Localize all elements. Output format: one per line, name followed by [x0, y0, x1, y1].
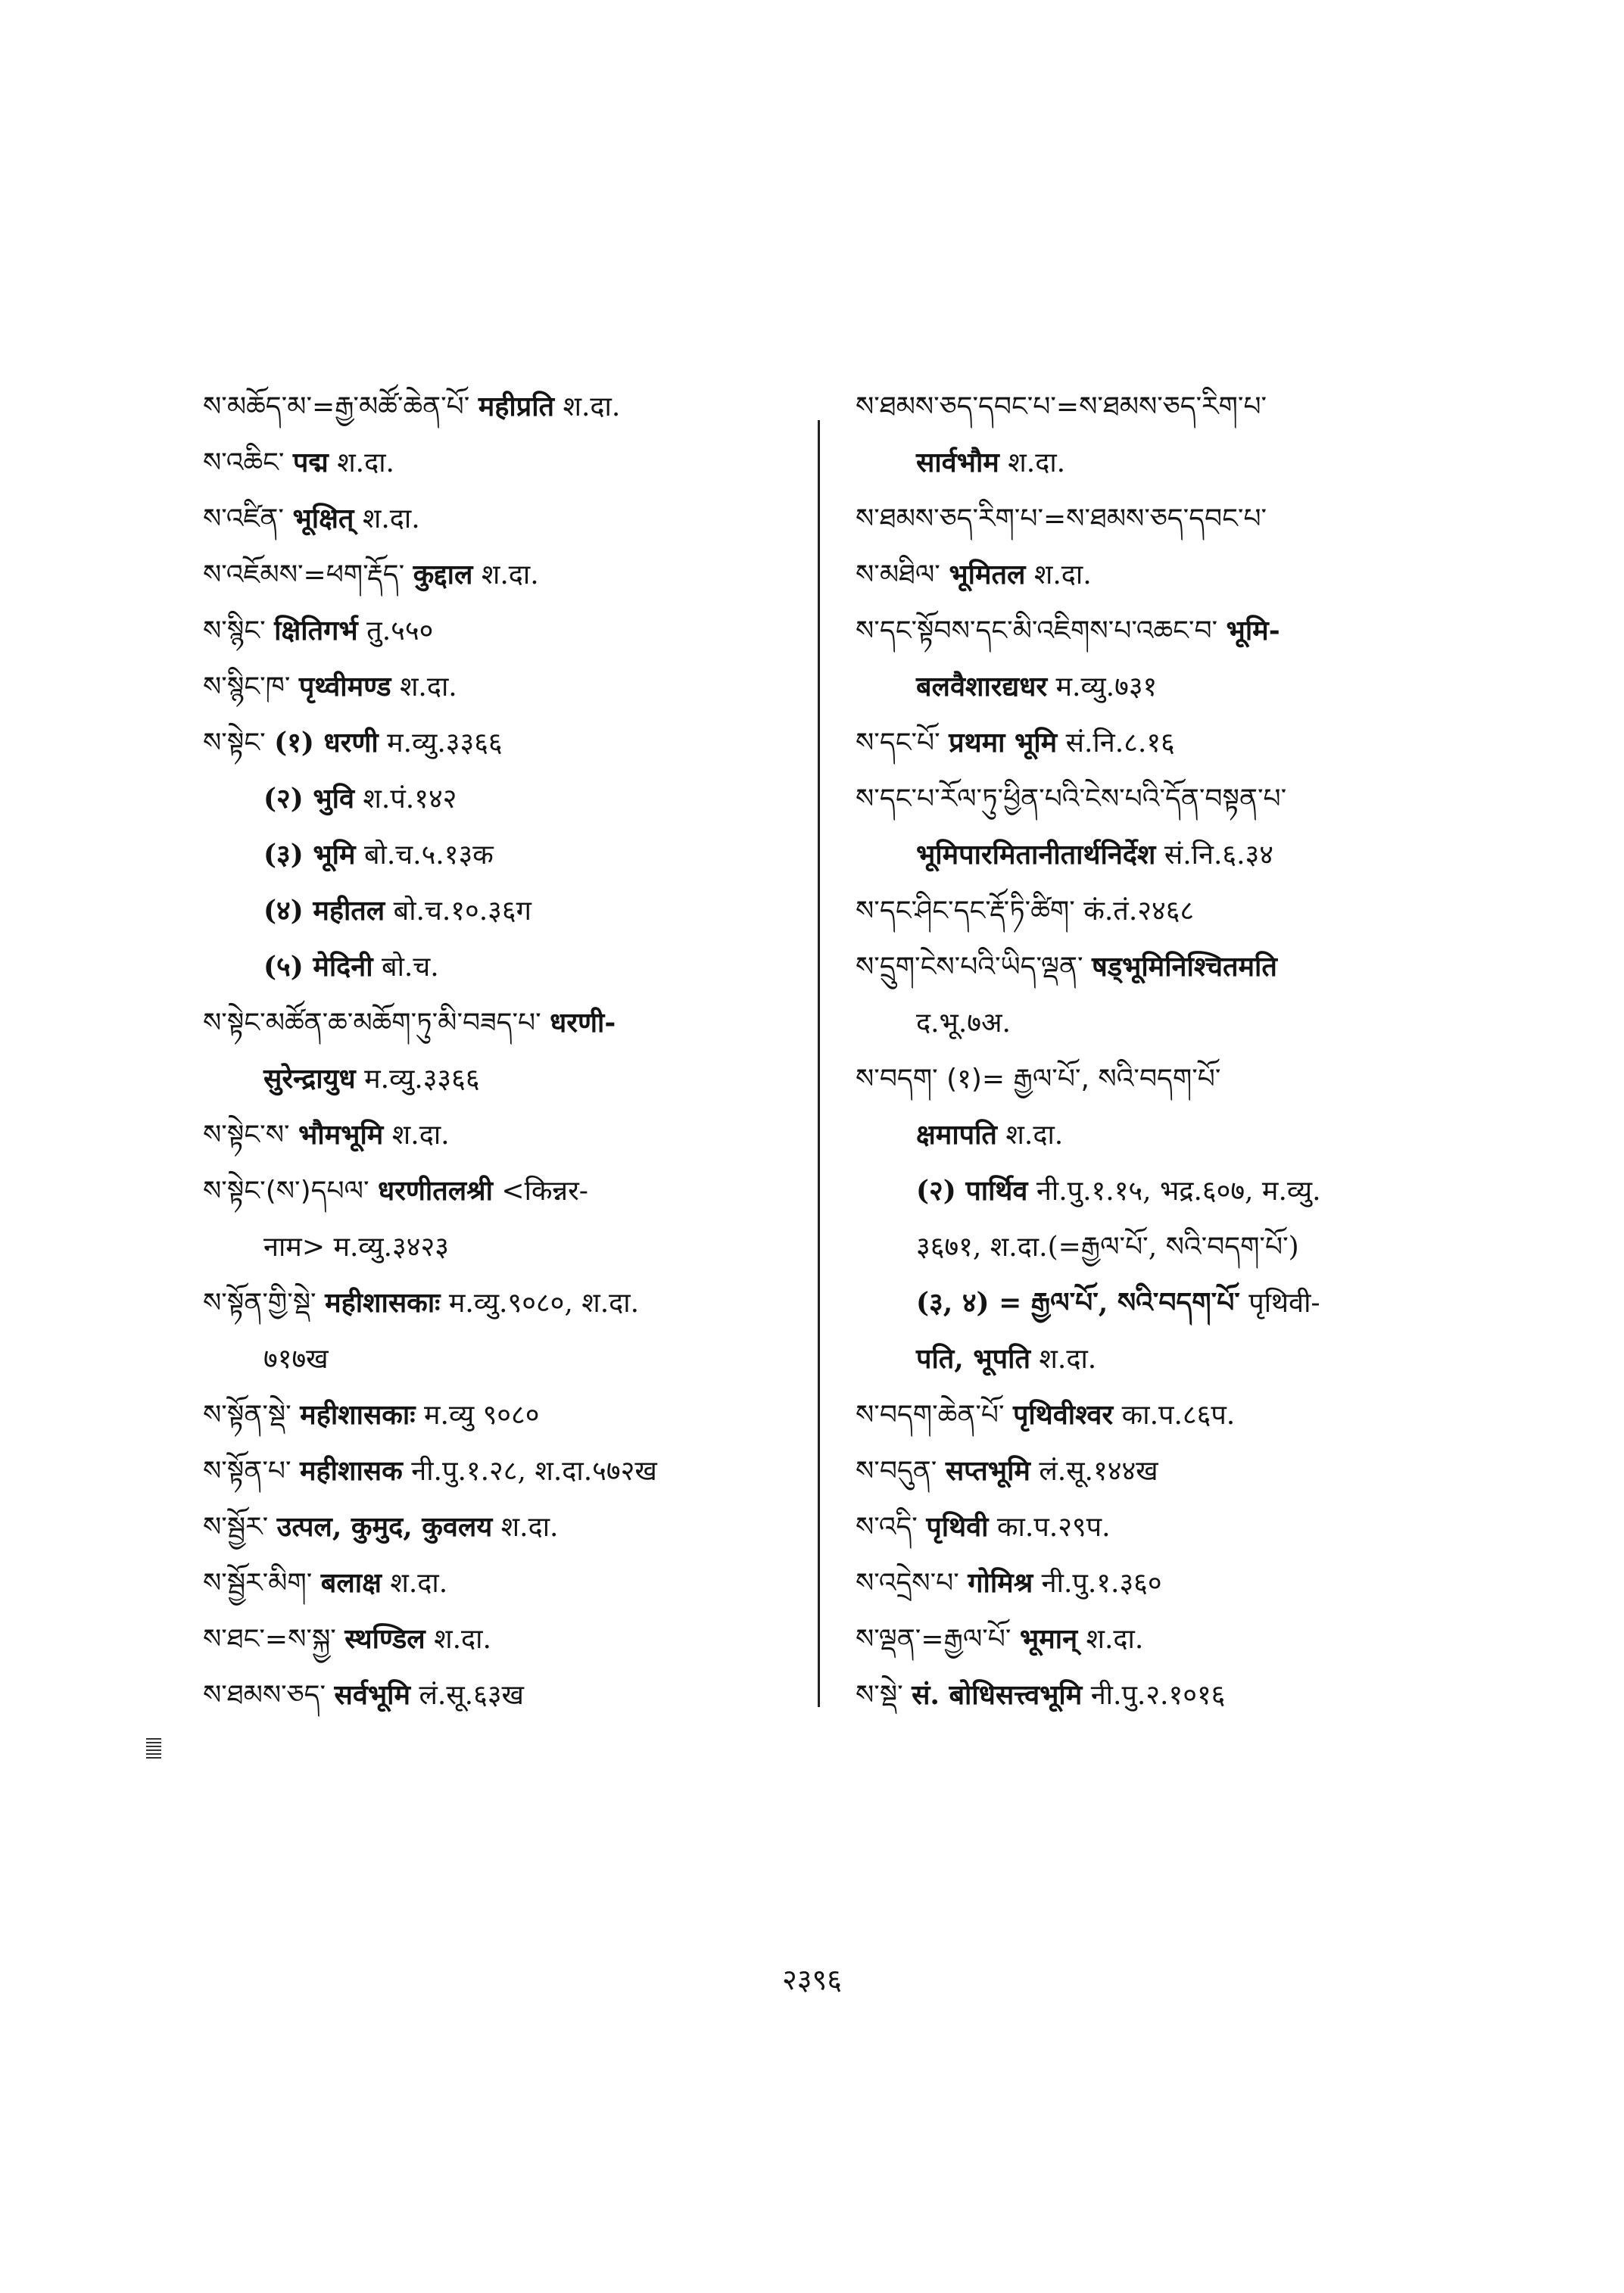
source-reference: श.दा. — [1086, 1624, 1144, 1655]
dictionary-entry-line — [856, 1107, 1461, 1163]
tibetan-headword: ས་སྡེ་ — [856, 1680, 903, 1711]
dictionary-entry-line — [856, 1387, 1461, 1443]
sanskrit-equivalent: (३) भूमि — [263, 839, 356, 871]
source-reference: श.दा. — [563, 391, 621, 422]
sanskrit-equivalent: भूमिपारमितानीतार्थनिर्देश — [916, 839, 1156, 871]
tibetan-headword: ས་སྙིང་ཁ་ — [203, 671, 291, 703]
sanskrit-equivalent: पृथ्वीमण्ड — [298, 671, 391, 703]
dictionary-entry-line — [856, 827, 1461, 883]
dictionary-entry-line — [203, 1219, 809, 1275]
source-reference: श.दा. — [399, 671, 457, 703]
sanskrit-equivalent: सुरेन्द्रायुध — [263, 1063, 356, 1095]
dictionary-entry-line — [203, 1051, 809, 1107]
sanskrit-equivalent: भूमितल — [949, 559, 1026, 590]
tibetan-headword: ས་སྟེང་(ས་)དཔལ་ — [203, 1176, 369, 1207]
tibetan-headword: ས་སྟོན་པ་ — [203, 1456, 291, 1487]
source-reference: लं.सू.१४४ख — [1039, 1456, 1158, 1487]
sanskrit-equivalent: बलवैशारद्यधर — [916, 671, 1048, 703]
source-reference: बो.च.१०.३६ग — [393, 896, 531, 927]
source-reference: ३६७१, श.दा.(=རྒྱལ་པོ་, སའི་བདག་པོ་) — [916, 1232, 1299, 1263]
dictionary-entry-line — [203, 603, 809, 659]
sanskrit-equivalent: (४) महीतल — [263, 895, 385, 927]
tibetan-headword: ས་སྟོན་སྡེ་ — [203, 1400, 291, 1431]
sanskrit-equivalent: भूमान् — [1019, 1623, 1078, 1655]
dictionary-entry-line — [856, 771, 1461, 827]
tibetan-headword: ས་སྟོན་གྱི་སྡེ་ — [203, 1288, 316, 1319]
tibetan-headword: ས་དང་པ་རོལ་ཏུ་ཕྱིན་པའི་ངེས་པའི་དོན་བསྟན་པ་ — [856, 784, 1287, 815]
tibetan-headword: ས་དང་སྟོབས་དང་མི་འཇིགས་པ་འཆང་བ་ — [856, 615, 1218, 646]
source-reference: श.दा. — [500, 1512, 559, 1543]
tibetan-headword: ས་སྦྱོར་ — [203, 1512, 269, 1543]
sanskrit-equivalent: महीशासकाः — [300, 1399, 416, 1431]
right-column — [856, 379, 1461, 1723]
sanskrit-equivalent: धरणीतलश्री — [378, 1175, 493, 1207]
tibetan-headword: ས་ཐང་=ས་སྐྱ་ — [203, 1624, 336, 1655]
sanskrit-equivalent: स्थण्डिल — [344, 1623, 425, 1655]
sanskrit-equivalent: क्षितिगर्भ — [274, 615, 358, 646]
source-reference: पृथिवी- — [1248, 1288, 1320, 1319]
dictionary-entry-line — [203, 547, 809, 603]
dictionary-entry-line — [203, 379, 809, 435]
sanskrit-equivalent: सं. बोधिसत्त्वभूमि — [912, 1679, 1083, 1711]
tibetan-headword: ས་ཐམས་ཅད་རིག་པ་=ས་ཐམས་ཅད་དབང་པ་ — [856, 503, 1267, 534]
dictionary-entry-line — [856, 715, 1461, 771]
source-reference: तु.५५० — [366, 615, 434, 646]
dictionary-entry-line — [856, 1667, 1461, 1723]
sanskrit-equivalent: क्षमापति — [916, 1119, 997, 1151]
source-reference: सं.नि.६.३४ — [1164, 840, 1273, 871]
sanskrit-equivalent: उत्पल, कुमुद, कुवलय — [276, 1511, 493, 1543]
sanskrit-equivalent: धरणी- — [550, 1007, 616, 1039]
sanskrit-equivalent: महीप्रति — [478, 391, 555, 422]
dictionary-entry-line — [856, 1499, 1461, 1555]
margin-mark — [146, 1738, 161, 1761]
dictionary-entry-line — [856, 435, 1461, 491]
dictionary-entry-line — [856, 1331, 1461, 1387]
dictionary-entry-line — [856, 603, 1461, 659]
source-reference: म.व्यु ९०८० — [423, 1400, 540, 1431]
source-reference: श.दा. — [390, 1568, 448, 1599]
sanskrit-equivalent: भौमभूमि — [298, 1119, 384, 1151]
source-reference: श.दा. — [391, 1120, 450, 1151]
sanskrit-equivalent: भूमि- — [1226, 615, 1280, 646]
source-reference: म.व्यु.३३६६ — [387, 727, 503, 759]
tibetan-headword: ས་བདག་ (१)= རྒྱལ་པོ་, — [856, 1064, 1089, 1095]
sanskrit-equivalent: महीशासक — [300, 1455, 403, 1487]
sanskrit-equivalent: महीशासकाः — [325, 1287, 441, 1319]
dictionary-entry-line — [203, 995, 809, 1051]
source-reference: बो.च.५.१३क — [363, 840, 494, 871]
dictionary-entry-line — [203, 1555, 809, 1611]
dictionary-entry-line — [203, 771, 809, 827]
dictionary-entry-line — [856, 1611, 1461, 1667]
source-reference: श.दा. — [481, 559, 539, 590]
left-column — [203, 379, 809, 1723]
tibetan-headword: ས་བདག་ཆེན་པོ་ — [856, 1400, 1005, 1431]
tibetan-headword: ས་མཆོད་མ་=རྒྱ་མཚོ་ཆེན་པོ་ — [203, 391, 470, 422]
tibetan-headword: ས་ཐམས་ཅད་དབང་པ་=ས་ཐམས་ཅད་རིག་པ་ — [856, 391, 1267, 422]
sanskrit-equivalent: सार्वभौम — [916, 447, 999, 478]
dictionary-entry-line — [856, 1555, 1461, 1611]
source-reference: ७१७ख — [263, 1344, 329, 1375]
tibetan-headword: ས་འཇོམས་=ཕག་རྡོད་ — [203, 559, 405, 590]
source-reference: श.दा. — [1008, 447, 1066, 478]
dictionary-entry-line — [856, 1163, 1461, 1219]
dictionary-entry-line — [203, 491, 809, 547]
sanskrit-equivalent: गोमिश्र — [968, 1567, 1033, 1599]
dictionary-entry-line — [203, 1387, 809, 1443]
tibetan-headword: ས་སྟེང་མཚོན་ཆ་མཆོག་ཏུ་མི་བཟད་པ་ — [203, 1008, 541, 1039]
column-divider — [818, 420, 820, 1707]
sanskrit-equivalent: पति, भूपति — [916, 1343, 1030, 1375]
tibetan-headword: ས་སྦྱོར་མིག་ — [203, 1568, 313, 1599]
dictionary-entry-line — [203, 435, 809, 491]
source-reference: नी.पु.१.१५, भद्र.६०७, म.व्यु. — [1036, 1176, 1321, 1207]
source-reference: म.व्यु.७३१ — [1055, 671, 1158, 703]
dictionary-entry-line — [856, 1275, 1461, 1331]
tibetan-headword: ས་དང་པོ་ — [856, 727, 940, 759]
source-reference: द.भू.७अ. — [916, 1008, 1011, 1039]
sanskrit-equivalent: (१) धरणी — [274, 727, 379, 759]
dictionary-entry-line — [856, 491, 1461, 547]
source-reference: श.दा. — [1005, 1120, 1064, 1151]
source-reference: म.व्यु.३३६६ — [364, 1064, 480, 1095]
dictionary-entry-line — [203, 1275, 809, 1331]
source-reference: सं.नि.८.१६ — [1065, 727, 1175, 759]
source-reference: श.पं.१४२ — [363, 784, 457, 815]
dictionary-entry-line — [856, 1219, 1461, 1275]
page-number: २३९६ — [781, 1963, 843, 1996]
dictionary-entry-line — [203, 883, 809, 939]
dictionary-entry-line — [856, 883, 1461, 939]
sanskrit-equivalent: सप्तभूमि — [945, 1455, 1030, 1487]
tibetan-headword: ས་དྲུག་ངེས་པའི་ཡིད་ལྡན་ — [856, 952, 1083, 983]
dictionary-entry-line — [856, 547, 1461, 603]
source-reference: का.प.२९प. — [996, 1512, 1111, 1543]
sanskrit-equivalent: (२) भुवि — [263, 783, 354, 815]
source-reference: नाम> म.व्यु.३४२३ — [263, 1232, 449, 1263]
tibetan-headword: ས་སྙིང་ — [203, 615, 266, 646]
tibetan-headword: ས་འདྲེས་པ་ — [856, 1568, 959, 1599]
source-reference: नी.पु.१.२८, श.दा.५७२ख — [411, 1456, 657, 1487]
dictionary-entry-line — [203, 827, 809, 883]
tibetan-headword: ས་བདུན་ — [856, 1456, 937, 1487]
dictionary-entry-line — [856, 1051, 1461, 1107]
dictionary-entry-line — [203, 1163, 809, 1219]
tibetan-headword: ས་དང་ཤིང་དང་རྡོ་ཏི་ཚིག་ — [856, 896, 1075, 927]
sanskrit-equivalent: भूक्षित् — [292, 503, 354, 534]
tibetan-headword: ས་ལྡན་=རྒྱལ་པོ་ — [856, 1624, 1011, 1655]
sanskrit-equivalent: पृथिवी — [926, 1511, 989, 1543]
source-reference: श.दा. — [1033, 559, 1092, 590]
sanskrit-equivalent: बलाक्ष — [320, 1567, 382, 1599]
source-reference: श.दा. — [1039, 1344, 1097, 1375]
sanskrit-equivalent: (५) मेदिनी — [263, 951, 373, 983]
tibetan-headword: ས་འདི་ — [856, 1512, 918, 1543]
dictionary-entry-line — [856, 659, 1461, 715]
sanskrit-equivalent: (३, ४) = རྒྱལ་པོ་, སའི་བདག་པོ་ — [916, 1287, 1240, 1319]
tibetan-headword: ས་འཛིན་ — [203, 503, 284, 534]
source-reference: श.दा. — [337, 447, 394, 478]
dictionary-entry-line — [203, 1443, 809, 1499]
sanskrit-equivalent: प्रथमा भूमि — [949, 727, 1058, 759]
sanskrit-equivalent: पद्म — [292, 447, 329, 478]
dictionary-entry-line — [856, 379, 1461, 435]
source-reference: बो.च. — [382, 952, 439, 983]
source-reference: का.प.८६प. — [1121, 1400, 1236, 1431]
sanskrit-equivalent: पृथिवीश्वर — [1012, 1399, 1114, 1431]
source-reference: <किन्नर- — [501, 1176, 588, 1207]
dictionary-entry-line — [203, 1331, 809, 1387]
dictionary-entry-line — [203, 1499, 809, 1555]
source-reference: श.दा. — [362, 503, 420, 534]
source-reference: म.व्यु.९०८०, श.दा. — [448, 1288, 640, 1319]
dictionary-entry-line — [203, 939, 809, 995]
source-reference: नी.पु.१.३६० — [1041, 1568, 1162, 1599]
tibetan-headword: ས་ཐམས་ཅད་ — [203, 1680, 326, 1711]
sanskrit-equivalent: कुद्दाल — [413, 559, 473, 590]
source-reference: लं.सू.६३ख — [419, 1680, 524, 1711]
source-reference: श.दा. — [434, 1624, 491, 1655]
tibetan-headword: ས་མཐིལ་ — [856, 559, 940, 590]
dictionary-entry-line — [203, 659, 809, 715]
tibetan-headword: ས་སྟེང་ས་ — [203, 1120, 290, 1151]
dictionary-entry-line — [856, 1443, 1461, 1499]
sanskrit-equivalent: षड्भूमिनिश्चितमति — [1091, 951, 1277, 983]
dictionary-entry-line — [203, 1107, 809, 1163]
source-reference: नी.पु.२.१०१६ — [1090, 1680, 1226, 1711]
dictionary-entry-line — [203, 1667, 809, 1723]
tibetan-headword: ས་སྟེང་ — [203, 727, 266, 759]
sanskrit-equivalent: सर्वभूमि — [334, 1679, 411, 1711]
dictionary-entry-line — [856, 995, 1461, 1051]
dictionary-entry-line — [856, 939, 1461, 995]
source-reference: कं.तं.२४६८ — [1083, 896, 1195, 927]
source-reference: སའི་བདག་པོ་ — [1098, 1064, 1221, 1095]
tibetan-headword: ས་འཆིང་ — [203, 447, 285, 478]
dictionary-entry-line — [203, 715, 809, 771]
sanskrit-equivalent: (२) पार्थिव — [916, 1175, 1028, 1207]
dictionary-entry-line — [203, 1611, 809, 1667]
